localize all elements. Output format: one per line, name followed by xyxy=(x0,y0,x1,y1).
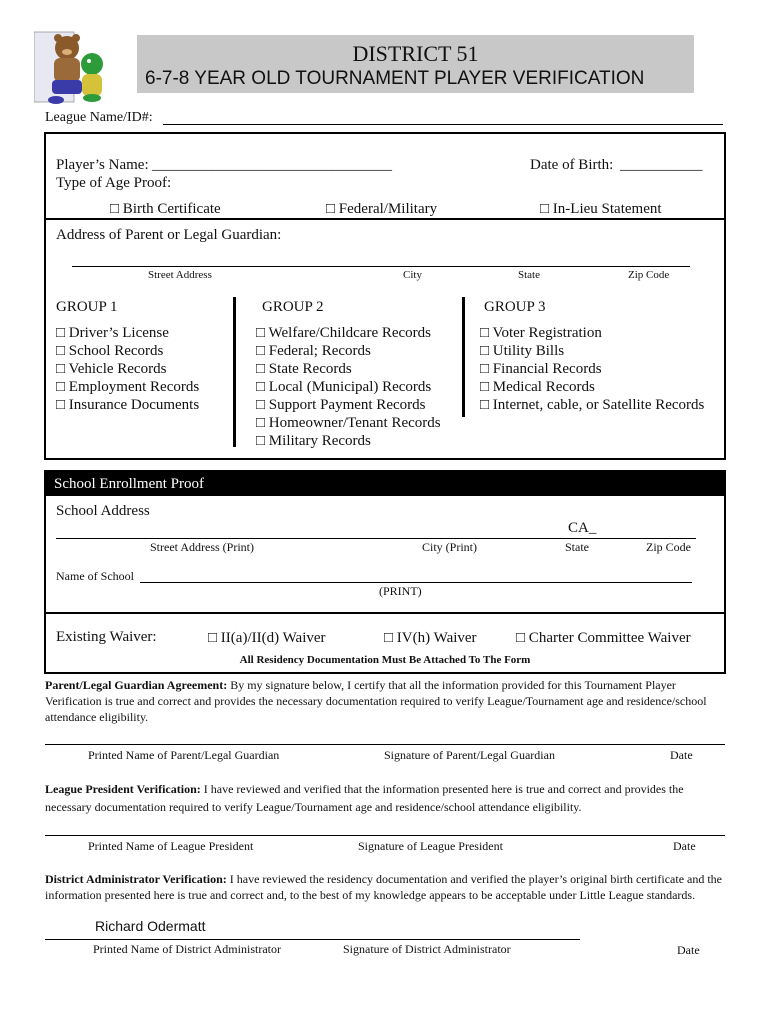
player-name-field[interactable]: ________________________________ xyxy=(152,157,392,173)
charter-waiver-checkbox[interactable]: □ Charter Committee Waiver xyxy=(516,630,691,646)
school-state-value[interactable]: CA_ xyxy=(568,520,597,536)
district-logo xyxy=(34,30,108,108)
president-signature-caption: Signature of League President xyxy=(358,839,503,853)
group-3-checkbox[interactable]: □ Medical Records xyxy=(480,379,595,395)
group-1-title: GROUP 1 xyxy=(56,299,118,315)
group-divider xyxy=(462,297,465,417)
city-caption: City xyxy=(403,269,422,281)
administrator-signature-line[interactable] xyxy=(45,939,580,940)
administrator-verification xyxy=(45,871,725,903)
administrator-text: I have reviewed the residency documentation and verified the player’s original birth certificate and the information presented here is true and correct and, to the best of my knowledge appears to be acceptable under Little League standards. xyxy=(45,872,723,902)
dob-label: Date of Birth: xyxy=(530,157,614,173)
group-2-checkbox[interactable]: □ State Records xyxy=(256,361,352,377)
player-name-label: Player’s Name: xyxy=(56,157,149,173)
group-3-checkbox[interactable]: □ Internet, cable, or Satellite Records xyxy=(480,397,705,413)
dob-field[interactable]: ___________ xyxy=(620,157,703,173)
group-3-checkbox[interactable]: □ Utility Bills xyxy=(480,343,565,359)
parent-printed-name-caption: Printed Name of Parent/Legal Guardian xyxy=(88,748,280,762)
group-1-checkbox[interactable]: □ Insurance Documents xyxy=(56,397,200,413)
group-2-checkbox[interactable]: □ Federal; Records xyxy=(256,343,371,359)
administrator-name-value[interactable]: Richard Odermatt xyxy=(95,918,206,934)
group-3-checkbox[interactable]: □ Financial Records xyxy=(480,361,602,377)
school-state-caption: State xyxy=(565,540,589,554)
birth-certificate-checkbox[interactable]: □ Birth Certificate xyxy=(110,201,221,217)
header-banner xyxy=(137,35,694,93)
group-2-checkbox[interactable]: □ Local (Municipal) Records xyxy=(256,379,432,395)
group-1-checkbox[interactable]: □ School Records xyxy=(56,343,164,359)
league-name-label: League Name/ID#: xyxy=(45,110,153,125)
state-caption: State xyxy=(518,269,540,281)
waiver-ivh-checkbox[interactable]: □ IV(h) Waiver xyxy=(384,630,477,646)
group-divider xyxy=(233,297,236,447)
waiver-iia-checkbox[interactable]: □ II(a)/II(d) Waiver xyxy=(208,630,326,646)
federal-military-checkbox[interactable]: □ Federal/Military xyxy=(326,201,438,217)
administrator-printed-name-caption: Printed Name of District Administrator xyxy=(93,942,281,956)
group-3-checkbox[interactable]: □ Voter Registration xyxy=(480,325,602,341)
school-address-field[interactable] xyxy=(56,538,696,539)
form-title: DISTRICT 51 xyxy=(352,41,479,66)
group-1-checkbox[interactable]: □ Vehicle Records xyxy=(56,361,167,377)
in-lieu-checkbox[interactable]: □ In-Lieu Statement xyxy=(540,201,662,217)
guardian-address-field[interactable] xyxy=(72,266,690,267)
league-name-field[interactable] xyxy=(163,124,723,125)
parent-agreement-text: By my signature below, I certify that all the information provided for this Tournament Player Verification is true and correct and provides the necessary documentation required to verify League/Tournament age and residence/school attendance eligibility. xyxy=(45,678,707,724)
parent-signature-line[interactable] xyxy=(45,744,725,745)
school-street-caption: Street Address (Print) xyxy=(150,540,254,554)
school-name-field[interactable] xyxy=(140,582,692,583)
president-date-caption: Date xyxy=(673,839,696,853)
administrator-heading: District Administrator Verification: xyxy=(45,872,227,886)
residency-note: All Residency Documentation Must Be Attached To The Form xyxy=(239,654,531,666)
street-address-caption: Street Address xyxy=(148,269,212,281)
group-2-checkbox[interactable]: □ Military Records xyxy=(256,433,371,449)
president-signature-line[interactable] xyxy=(45,835,725,836)
parent-agreement-heading: Parent/Legal Guardian Agreement: xyxy=(45,678,228,692)
school-city-caption: City (Print) xyxy=(422,540,478,554)
group-2-checkbox[interactable]: □ Homeowner/Tenant Records xyxy=(256,415,441,431)
president-printed-name-caption: Printed Name of League President xyxy=(88,839,254,853)
group-2-checkbox[interactable]: □ Support Payment Records xyxy=(256,397,426,413)
form-subtitle: 6-7-8 YEAR OLD TOURNAMENT PLAYER VERIFICATION xyxy=(145,68,645,89)
president-heading: League President Verification: xyxy=(45,782,201,796)
president-verification xyxy=(45,780,725,816)
group-3-title: GROUP 3 xyxy=(484,299,546,315)
group-2-checkbox[interactable]: □ Welfare/Childcare Records xyxy=(256,325,432,341)
zip-caption: Zip Code xyxy=(628,269,670,281)
waiver-label: Existing Waiver: xyxy=(56,629,157,645)
administrator-date-caption: Date xyxy=(677,943,700,957)
group-1-checkbox[interactable]: □ Driver’s License xyxy=(56,325,169,341)
school-print-caption: (PRINT) xyxy=(379,584,422,598)
school-address-label: School Address xyxy=(56,503,150,519)
parent-agreement xyxy=(45,677,720,725)
parent-signature-caption: Signature of Parent/Legal Guardian xyxy=(384,748,555,762)
guardian-address-label: Address of Parent or Legal Guardian: xyxy=(56,227,282,243)
age-proof-label: Type of Age Proof: xyxy=(56,175,172,191)
administrator-signature-caption: Signature of District Administrator xyxy=(343,942,511,956)
school-section-title: School Enrollment Proof xyxy=(54,476,204,492)
parent-date-caption: Date xyxy=(670,748,693,762)
president-text: I have reviewed and verified that the information presented here is true and correct and provides the necessary documentation required to verify League/Tournament age and residence/school attendance eligibility. xyxy=(45,782,684,814)
school-zip-caption: Zip Code xyxy=(646,540,691,554)
group-2-title: GROUP 2 xyxy=(262,299,324,315)
school-name-label: Name of School xyxy=(56,569,134,583)
group-1-checkbox[interactable]: □ Employment Records xyxy=(56,379,200,395)
